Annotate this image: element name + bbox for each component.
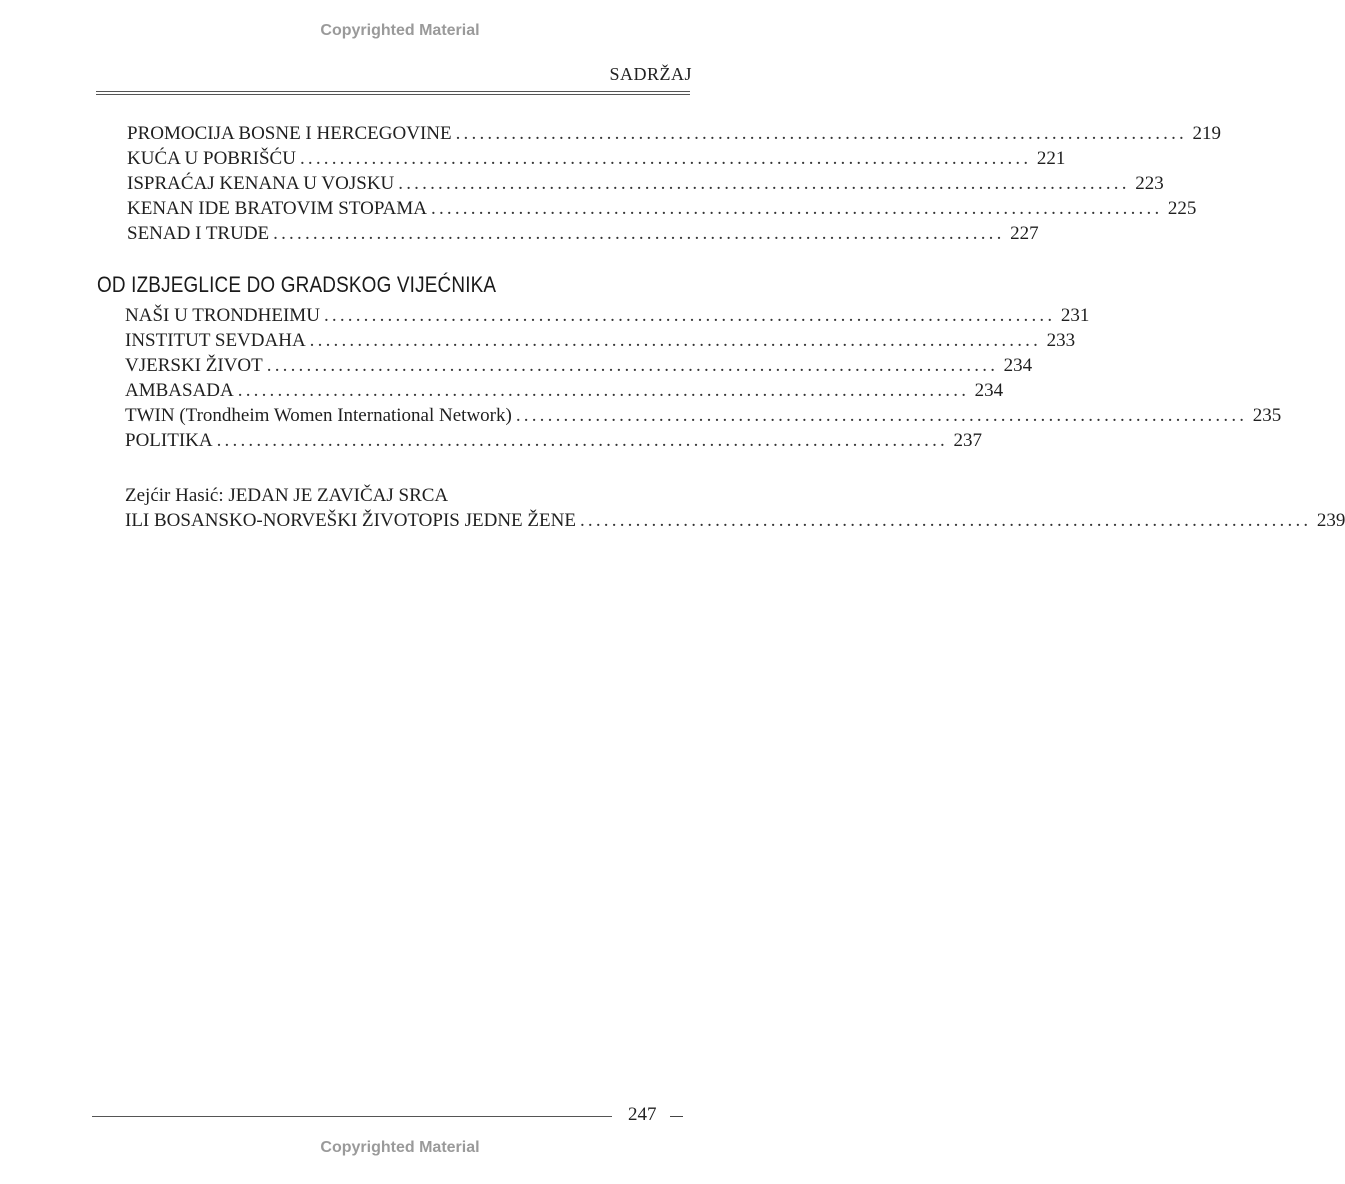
toc-leader-dots: ............................................................................................ bbox=[323, 305, 1056, 326]
toc-leader-dots: ............................................................................................ bbox=[237, 380, 970, 401]
copyright-watermark-top: Copyrighted Material bbox=[320, 22, 480, 39]
toc-entry bbox=[125, 353, 1033, 378]
toc-entry-page: 219 bbox=[1192, 123, 1222, 144]
toc-leader-dots: ............................................................................................ bbox=[398, 173, 1130, 194]
toc-entry-title: SENAD I TRUDE bbox=[127, 223, 270, 244]
toc-entry-title: ISPRAĆAJ KENANA U VOJSKU bbox=[127, 173, 395, 194]
footer-dash bbox=[670, 1116, 683, 1117]
toc-leader-dots: ............................................................................................ bbox=[216, 430, 949, 451]
toc-leader-dots: ............................................................................................ bbox=[273, 223, 1005, 244]
epilogue-title-line2: ILI BOSANSKO-NORVEŠKI ŽIVOTOPIS JEDNE ŽENE bbox=[125, 510, 576, 531]
toc-leader-dots: ............................................................................................ bbox=[299, 148, 1032, 169]
copyright-watermark-bottom: Copyrighted Material bbox=[320, 1139, 480, 1156]
toc-leader-dots: ............................................................................................ bbox=[266, 355, 999, 376]
toc-entry-title: POLITIKA bbox=[125, 430, 213, 451]
running-head: SADRŽAJ bbox=[609, 64, 692, 84]
toc-entry-title: KENAN IDE BRATOVIM STOPAMA bbox=[127, 198, 427, 219]
toc-entry-page: 239 bbox=[1316, 510, 1345, 531]
toc-leader-dots: ............................................................................................ bbox=[579, 510, 1312, 531]
toc-leader-dots: ............................................................................................ bbox=[431, 198, 1163, 219]
toc-entry bbox=[127, 171, 1164, 196]
toc-leader-dots: ............................................................................................ bbox=[515, 405, 1248, 426]
section-heading: OD IZBJEGLICE DO GRADSKOG VIJEĆNIKA bbox=[97, 272, 497, 297]
toc-entry bbox=[125, 428, 983, 453]
header-double-rule bbox=[96, 91, 690, 95]
toc-entry-title: INSTITUT SEVDAHA bbox=[125, 330, 306, 351]
toc-entry-page: 225 bbox=[1167, 198, 1197, 219]
toc-entry-epilogue bbox=[125, 508, 1345, 533]
toc-entry-title: PROMOCIJA BOSNE I HERCEGOVINE bbox=[127, 123, 452, 144]
toc-entry-page: 233 bbox=[1046, 330, 1076, 351]
toc-entry-page: 227 bbox=[1010, 223, 1039, 244]
footer-rule bbox=[92, 1116, 612, 1117]
toc-entry-page: 234 bbox=[1003, 355, 1033, 376]
toc-entry-page: 237 bbox=[953, 430, 983, 451]
toc-entry bbox=[127, 221, 1039, 246]
toc-entry-page: 234 bbox=[974, 380, 1004, 401]
toc-entry-page: 235 bbox=[1252, 405, 1282, 426]
toc-entry bbox=[125, 328, 1076, 353]
toc-entry-page: 231 bbox=[1060, 305, 1090, 326]
toc-entry bbox=[125, 303, 1090, 328]
toc-entry-title: VJERSKI ŽIVOT bbox=[125, 355, 263, 376]
toc-entry bbox=[125, 403, 1282, 428]
toc-entry-page: 221 bbox=[1036, 148, 1066, 169]
toc-entry bbox=[125, 378, 1004, 403]
toc-entry-title: AMBASADA bbox=[125, 380, 234, 401]
toc-entry bbox=[127, 146, 1066, 171]
toc-entry bbox=[127, 121, 1222, 146]
toc-entry bbox=[127, 196, 1197, 221]
toc-leader-dots: ............................................................................................ bbox=[309, 330, 1042, 351]
toc-entry-title: TWIN (Trondheim Women International Network) bbox=[125, 405, 512, 426]
toc-entry-title: KUĆA U POBRIŠĆU bbox=[127, 148, 296, 169]
epilogue-title-line1: Zejćir Hasić: JEDAN JE ZAVIČAJ SRCA bbox=[125, 485, 449, 506]
page-number: 247 bbox=[628, 1104, 657, 1125]
toc-entry-page: 223 bbox=[1135, 173, 1164, 194]
toc-entry-title: NAŠI U TRONDHEIMU bbox=[125, 305, 320, 326]
toc-leader-dots: ............................................................................................ bbox=[455, 123, 1188, 144]
